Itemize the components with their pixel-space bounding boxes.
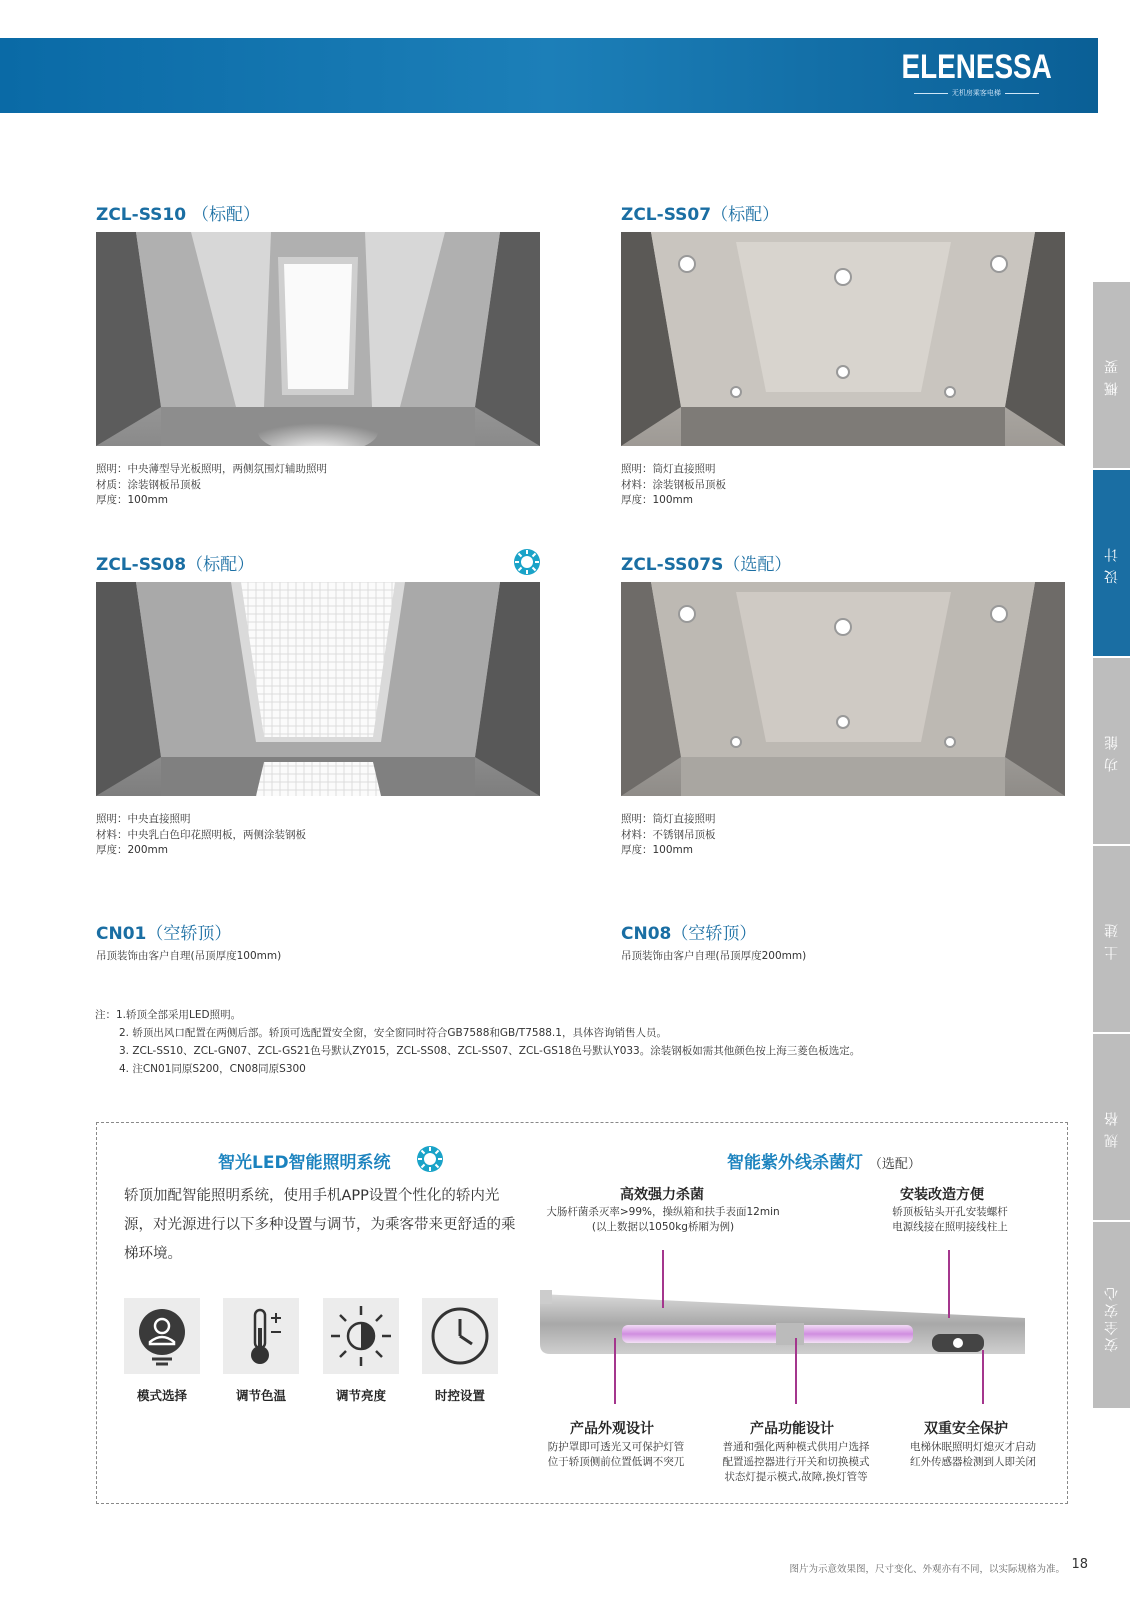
tab-design[interactable]: 设计: [1093, 470, 1130, 656]
feature-text: 电梯休眠照明灯熄灭才启动 红外传感器检测到人即关闭: [910, 1441, 1036, 1468]
product-desc: 照明：筒灯直接照明 材料：涂装钢板吊顶板 厚度：100mm: [621, 463, 726, 506]
ceiling-photo-ss08: [96, 582, 540, 796]
product-title: ZCL-SS08（标配）: [96, 555, 255, 575]
tab-function[interactable]: 功能: [1093, 658, 1130, 844]
product-title: ZCL-SS07S（选配）: [621, 555, 792, 575]
product-title: CN08（空轿顶）: [621, 924, 757, 944]
smart-light-title: 智光LED智能照明系统: [218, 1153, 391, 1173]
callout-line: [662, 1250, 664, 1308]
side-tabs: [1093, 282, 1130, 1410]
tab-safety[interactable]: 安全安心: [1093, 1222, 1130, 1408]
feature-heading: 高效强力杀菌: [620, 1187, 704, 1203]
callout-line: [795, 1338, 797, 1404]
footer-note: 图片为示意效果图，尺寸变化、外观亦有不同，以实际规格为准。: [789, 1564, 1065, 1575]
callout-line: [614, 1338, 616, 1404]
page-number: 18: [1071, 1557, 1088, 1572]
feature-heading: 双重安全保护: [924, 1421, 1008, 1437]
smart-light-icon: [416, 1145, 444, 1173]
tab-civil[interactable]: 土建: [1093, 846, 1130, 1032]
feature-heading: 产品外观设计: [570, 1421, 654, 1437]
notes: 注：1.轿顶全部采用LED照明。 2. 轿顶出风口配置在两侧后部。轿顶可选配置安全窗，安全窗同时符合GB7588和GB/T7588.1，具体咨询销售人员。 3. ZCL-SS10、ZCL-GN07、ZCL-GS21色号默认ZY015，ZCL-SS08、ZCL-SS07、ZCL-GS18色号默认Y033。涂装钢板如需其他颜色按上海三菱色板选定。 4. 注CN01同原S200，CN08同原S300: [95, 1009, 861, 1075]
icon-label: 模式选择: [136, 1388, 187, 1403]
feature-text: 防护罩即可透光又可保护灯管 位于轿顶侧前位置低调不突兀: [547, 1441, 685, 1468]
brand-logo: [885, 48, 1068, 98]
callout-line: [982, 1350, 984, 1404]
product-desc: 照明：中央直接照明 材料：中央乳白色印花照明板，两侧涂装钢板 厚度：200mm: [96, 813, 306, 856]
icon-label: 调节亮度: [335, 1388, 386, 1403]
ceiling-photo-ss07s: [621, 582, 1065, 796]
ceiling-photo-ss10: [96, 232, 540, 446]
thermometer-icon: [223, 1298, 299, 1374]
product-desc: 吊顶装饰由客户自理(吊顶厚度200mm): [621, 950, 807, 962]
tab-overview[interactable]: 概要: [1093, 282, 1130, 468]
feature-text: 大肠杆菌杀灭率>99%，操纵箱和扶手表面12min (以上数据以1050kg桥厢为例): [546, 1206, 780, 1233]
product-title: ZCL-SS10 （标配）: [96, 205, 260, 225]
product-desc: 照明：中央薄型导光板照明，两侧氛围灯辅助照明 材质：涂装钢板吊顶板 厚度：100mm: [96, 463, 327, 506]
feature-text: 轿顶板钻头开孔安装螺杆 电源线接在照明接线柱上: [892, 1206, 1008, 1233]
clock-icon: [422, 1298, 498, 1374]
uv-lamp-image: [540, 1290, 1025, 1370]
product-desc: 吊顶装饰由客户自理(吊顶厚度100mm): [96, 950, 282, 962]
smart-light-paragraph: 轿顶加配智能照明系统，使用手机APP设置个性化的轿内光源，对光源进行以下多种设置与调节，为乘客带来更舒适的乘梯环境。: [124, 1188, 516, 1262]
icon-label: 时控设置: [434, 1388, 485, 1403]
icon-label: 调节色温: [235, 1388, 286, 1403]
feature-heading: 产品功能设计: [750, 1421, 834, 1437]
product-title: ZCL-SS07（标配）: [621, 205, 780, 225]
ceiling-photo-ss07: [621, 232, 1065, 446]
product-title: CN01（空轿顶）: [96, 924, 232, 944]
feature-heading: 安装改造方便: [900, 1187, 984, 1203]
user-mode-icon: [124, 1298, 200, 1374]
uv-lamp-title: 智能紫外线杀菌灯 （选配）: [727, 1153, 921, 1173]
smart-light-badge-icon: [513, 548, 541, 576]
feature-text: 普通和强化两种模式供用户选择 配置遥控器进行开关和切换模式 状态灯提示模式,故障,换灯管等: [722, 1441, 870, 1483]
brand-name: ELENESSA: [901, 48, 1052, 86]
brand-subtitle: 无机房乘客电梯: [951, 89, 1001, 97]
brightness-icon: [323, 1298, 399, 1374]
callout-line: [948, 1250, 950, 1318]
product-desc: 照明：筒灯直接照明 材料：不锈钢吊顶板 厚度：100mm: [621, 813, 716, 856]
header-banner: [0, 38, 1098, 113]
tab-spec[interactable]: 规格: [1093, 1034, 1130, 1220]
